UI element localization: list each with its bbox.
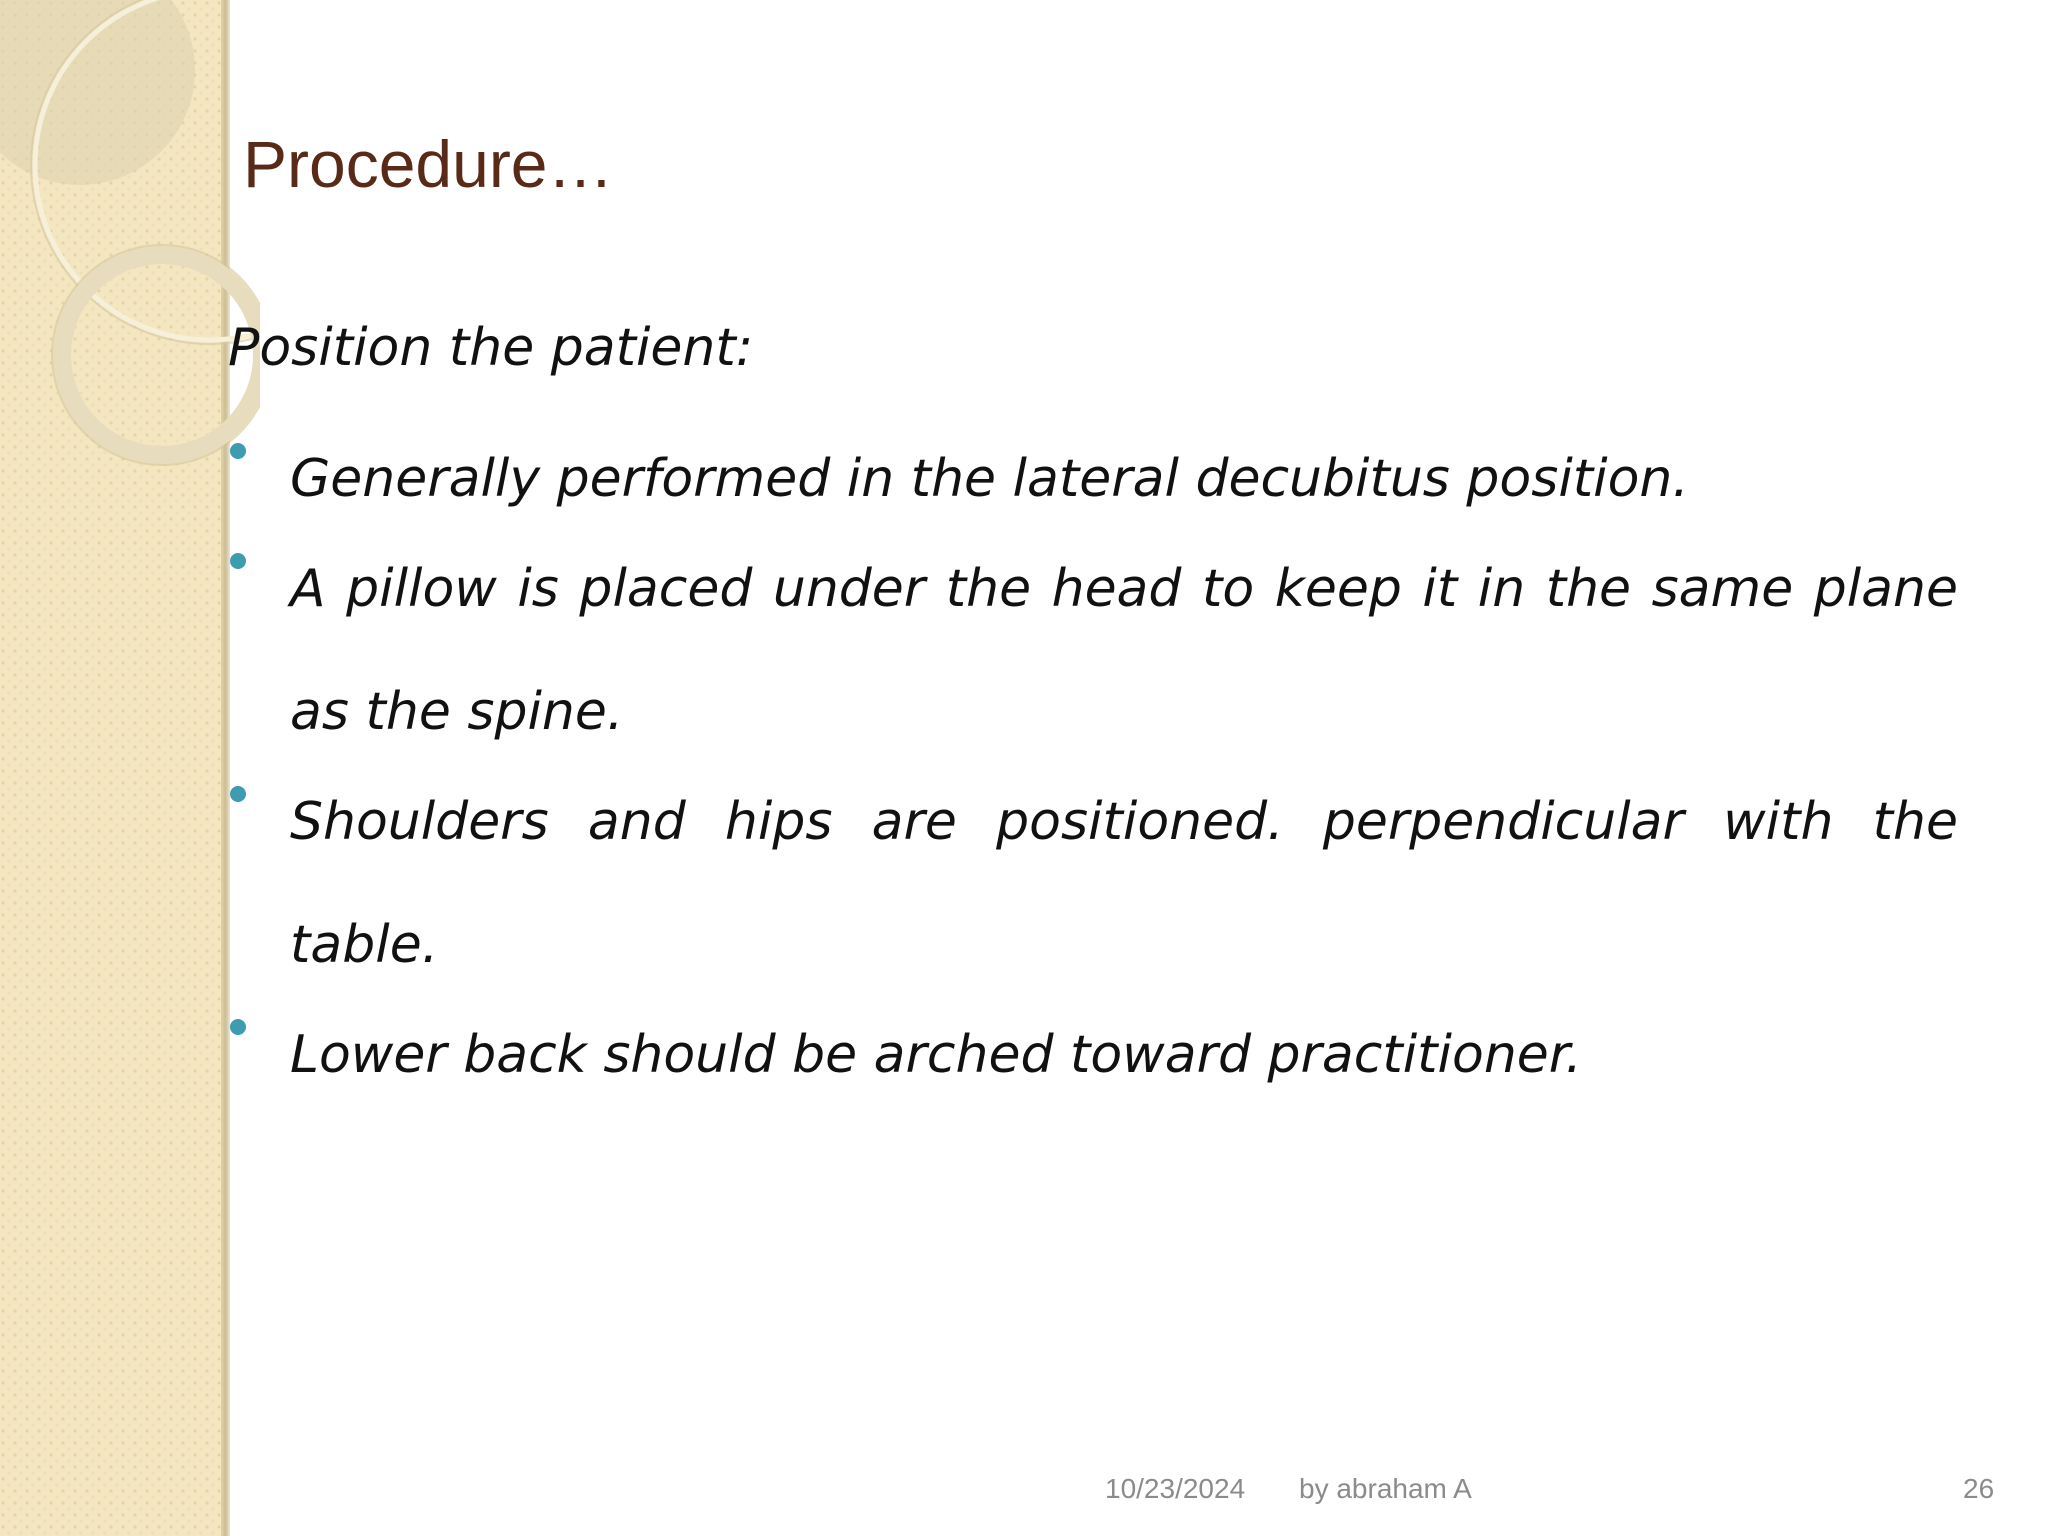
bullet-icon — [230, 553, 246, 569]
bullet-list — [228, 448, 1958, 1134]
list-item — [228, 994, 1958, 1117]
list-item — [228, 418, 1958, 541]
bullet-icon — [230, 443, 246, 459]
bullet-text: Shoulders and hips are positioned. perpendicular with the table. — [290, 792, 1958, 975]
bullet-text: Generally performed in the lateral decubitus position. — [290, 449, 1689, 509]
list-item — [228, 528, 1958, 774]
slide-title: Procedure… — [243, 127, 614, 201]
bullet-icon — [230, 786, 246, 802]
bullet-icon — [230, 1019, 246, 1035]
list-item — [228, 761, 1958, 1007]
decorative-circles — [0, 0, 260, 500]
bullet-text: A pillow is placed under the head to keep it in the same plane as the spine. — [290, 559, 1958, 742]
footer-date: 10/23/2024 — [1105, 1473, 1246, 1504]
intro-text: Position the patient: — [228, 318, 754, 378]
footer-author: by abraham A — [1299, 1473, 1472, 1504]
page-number: 26 — [1963, 1473, 1995, 1504]
bullet-text: Lower back should be arched toward practitioner. — [290, 1025, 1582, 1085]
